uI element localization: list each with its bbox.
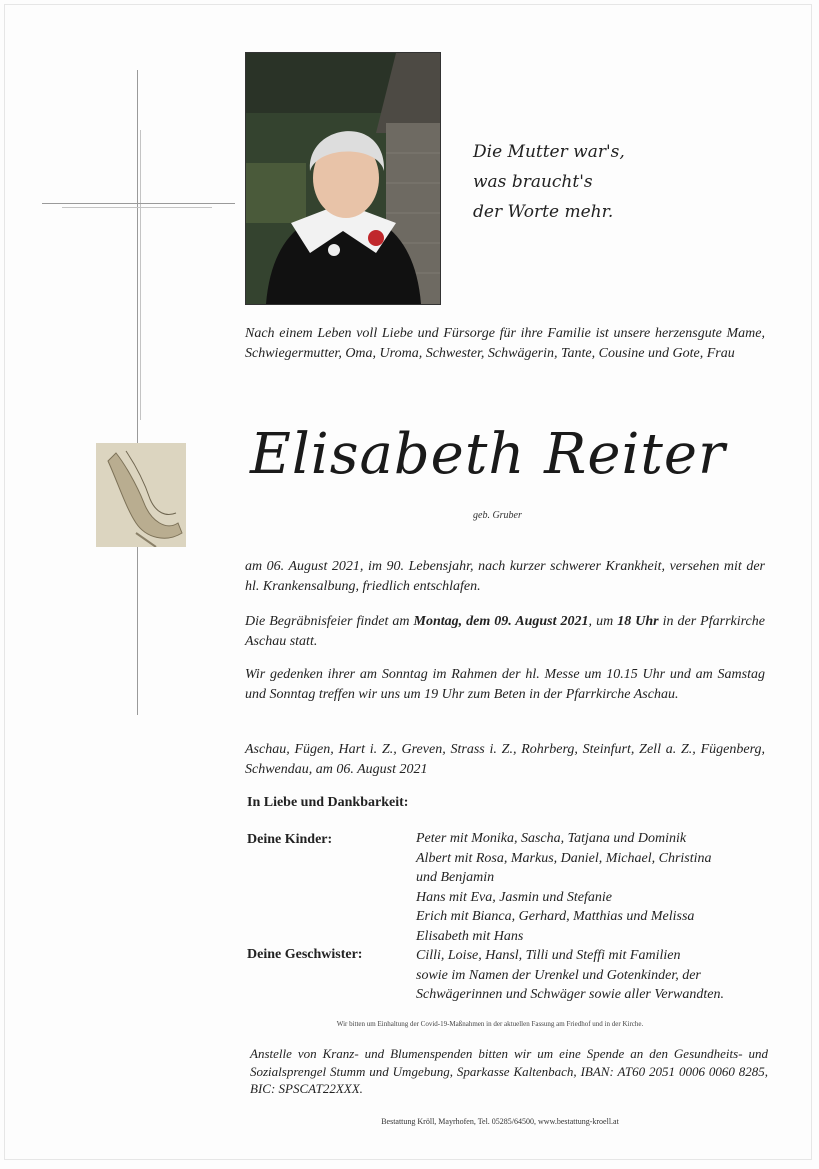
- funeral-suffix: in der Pfarrkirche Aschau statt.: [245, 614, 765, 649]
- funeral-home-footer: Bestattung Kröll, Mayrhofen, Tel. 05285/64500, www.bestattung-kroell.at: [381, 1117, 619, 1126]
- list-item: Peter mit Monika, Sascha, Tatjana und Dominik: [416, 831, 687, 846]
- quote-line: der Worte mehr.: [473, 202, 614, 222]
- quote: [473, 137, 693, 227]
- list-item: Schwägerinnen und Schwäger sowie aller Verwandten.: [416, 987, 724, 1002]
- portrait-photo: [245, 52, 441, 305]
- quote-line: Die Mutter war's,: [473, 142, 625, 162]
- funeral-time: 18 Uhr: [617, 614, 659, 629]
- funeral-prefix: Die Begräbnisfeier findet am: [245, 614, 414, 629]
- list-item: sowie im Namen der Urenkel und Gotenkinder, der: [416, 967, 701, 983]
- children-list: [416, 829, 776, 946]
- remembrance-notice: Wir gedenken ihrer am Sonntag im Rahmen der hl. Messe um 10.15 Uhr und am Samstag und Sonntag treffen wir uns um 19 Uhr zum Beten in der Pfarrkirche Aschau.: [245, 667, 765, 702]
- deceased-name: Elisabeth Reiter: [250, 422, 726, 487]
- funeral-middle: , um: [588, 614, 618, 629]
- list-item: und Benjamin: [416, 870, 495, 885]
- funeral-date: Montag, dem 09. August 2021: [413, 614, 589, 629]
- funeral-notice: [245, 612, 765, 652]
- list-item: Hans mit Eva, Jasmin und Stefanie: [416, 889, 612, 905]
- places-date: Aschau, Fügen, Hart i. Z., Greven, Strass i. Z., Rohrberg, Steinfurt, Zell a. Z., Fügenberg, Schwendau, am 06. August 2021: [245, 742, 765, 777]
- children-label: Deine Kinder:: [247, 832, 333, 847]
- list-item: Albert mit Rosa, Markus, Daniel, Michael, Christina: [416, 850, 712, 866]
- siblings-label: Deine Geschwister:: [247, 947, 363, 962]
- death-notice: am 06. August 2021, im 90. Lebensjahr, nach kurzer schwerer Krankheit, versehen mit der hl. Krankensalbung, friedlich entschlafen.: [245, 559, 765, 594]
- list-item: Elisabeth mit Hans: [416, 928, 524, 944]
- closing-heading: In Liebe und Dankbarkeit:: [247, 795, 409, 810]
- siblings-list: [416, 946, 776, 1005]
- maiden-name: geb. Gruber: [473, 510, 522, 521]
- list-item: Erich mit Bianca, Gerhard, Matthias und Melissa: [416, 909, 695, 924]
- praying-hands-image: [96, 443, 186, 547]
- covid-note: Wir bitten um Einhaltung der Covid-19-Maßnahmen in der aktuellen Fassung am Friedhof und in der Kirche.: [336, 1020, 644, 1028]
- intro-text: Nach einem Leben voll Liebe und Fürsorge für ihre Familie ist unsere herzensgute Mame, Schwiegermutter, Oma, Uroma, Schwester, Schwägerin, Tante, Cousine und Gote, Frau: [245, 326, 765, 361]
- donation-notice: Anstelle von Kranz- und Blumenspenden bitten wir um eine Spende an den Gesundheits- und Sozialsprengel Stumm und Umgebung, Sparkasse Kaltenbach, IBAN: AT60 2051 0006 0060 8285, BIC: SPSCAT22XXX.: [250, 1046, 768, 1096]
- quote-line: was braucht's: [473, 172, 593, 192]
- list-item: Cilli, Loise, Hansl, Tilli und Steffi mit Familien: [416, 948, 681, 963]
